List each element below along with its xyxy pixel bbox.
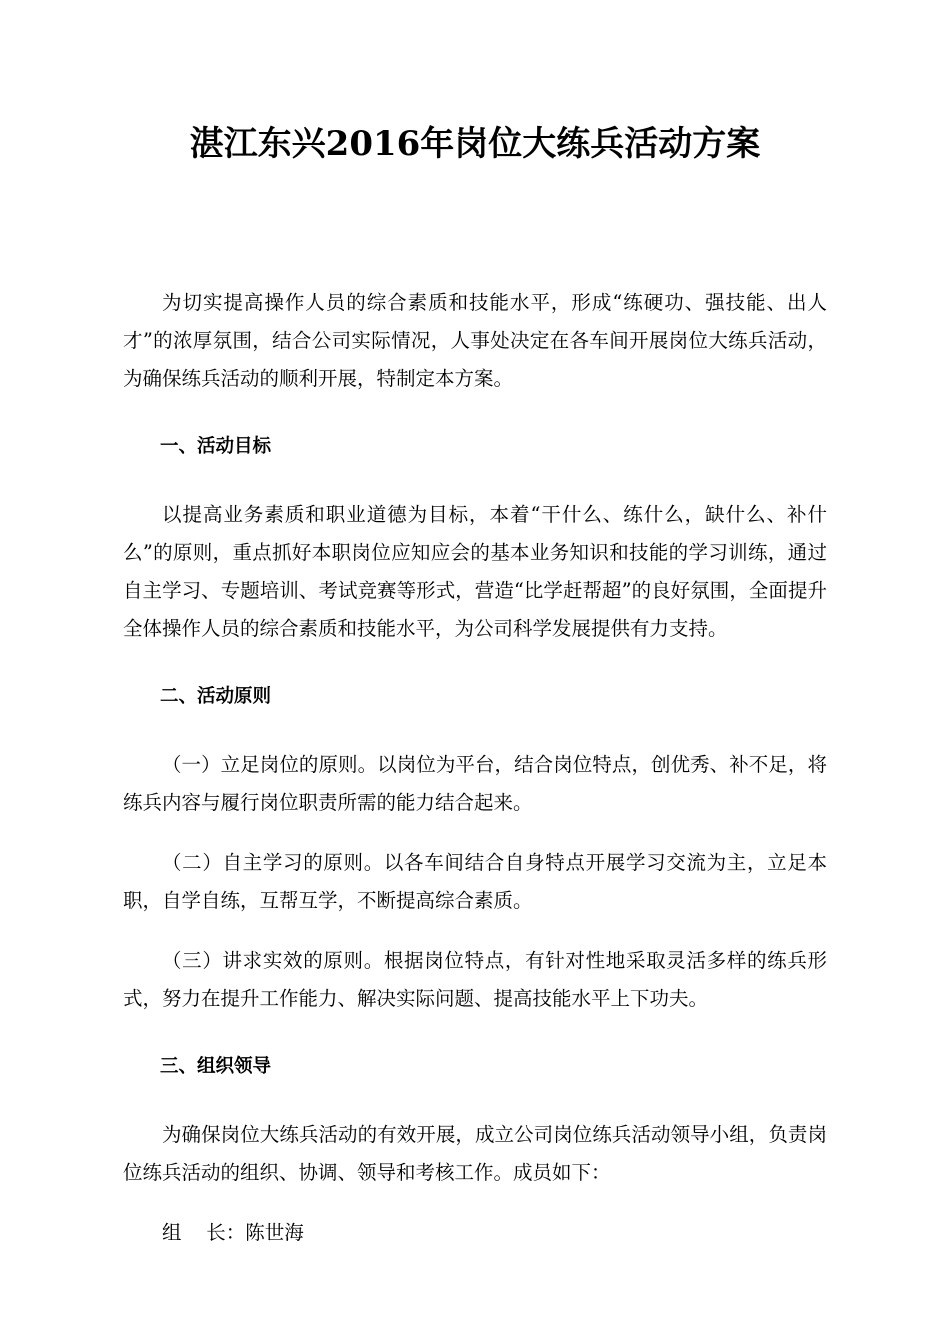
leadership-paragraph: 为确保岗位大练兵活动的有效开展，成立公司岗位练兵活动领导小组，负责岗位练兵活动的组织、协调、领导和考核工作。成员如下： (123, 1123, 827, 1184)
document-body (123, 284, 827, 1252)
principle-paragraph-2: （二）自主学习的原则。以各车间结合自身特点开展学习交流为主，立足本职，自学自练，互帮互学，不断提高综合素质。 (123, 851, 827, 912)
goals-paragraph: 以提高业务素质和职业道德为目标，本着“干什么、练什么，缺什么、补什么”的原则，重点抓好本职岗位应知应会的基本业务知识和技能的学习训练，通过自主学习、专题培训、考试竞赛等形式，营造“比学赶帮超”的良好氛围，全面提升全体操作人员的综合素质和技能水平，为公司科学发展提供有力支持。 (123, 503, 827, 640)
section-heading-goals: 一、活动目标 (160, 436, 272, 457)
intro-paragraph: 为切实提高操作人员的综合素质和技能水平，形成“练硬功、强技能、出人才”的浓厚氛围，结合公司实际情况，人事处决定在各车间开展岗位大练兵活动，为确保练兵活动的顺利开展，特制定本方案。 (123, 291, 827, 390)
principle-paragraph-3: （三）讲求实效的原则。根据岗位特点，有针对性地采取灵活多样的练兵形式，努力在提升工作能力、解决实际问题、提高技能水平上下功夫。 (123, 949, 827, 1010)
section-heading-principles: 二、活动原则 (160, 686, 272, 707)
principle-paragraph-1: （一）立足岗位的原则。以岗位为平台，结合岗位特点，创优秀、补不足，将练兵内容与履行岗位职责所需的能力结合起来。 (123, 753, 827, 814)
section-heading-leadership: 三、组织领导 (160, 1056, 272, 1077)
member-line-leader: 组 长：陈世海 (162, 1221, 304, 1244)
document-title: 湛江东兴2016年岗位大练兵活动方案 (189, 124, 761, 164)
